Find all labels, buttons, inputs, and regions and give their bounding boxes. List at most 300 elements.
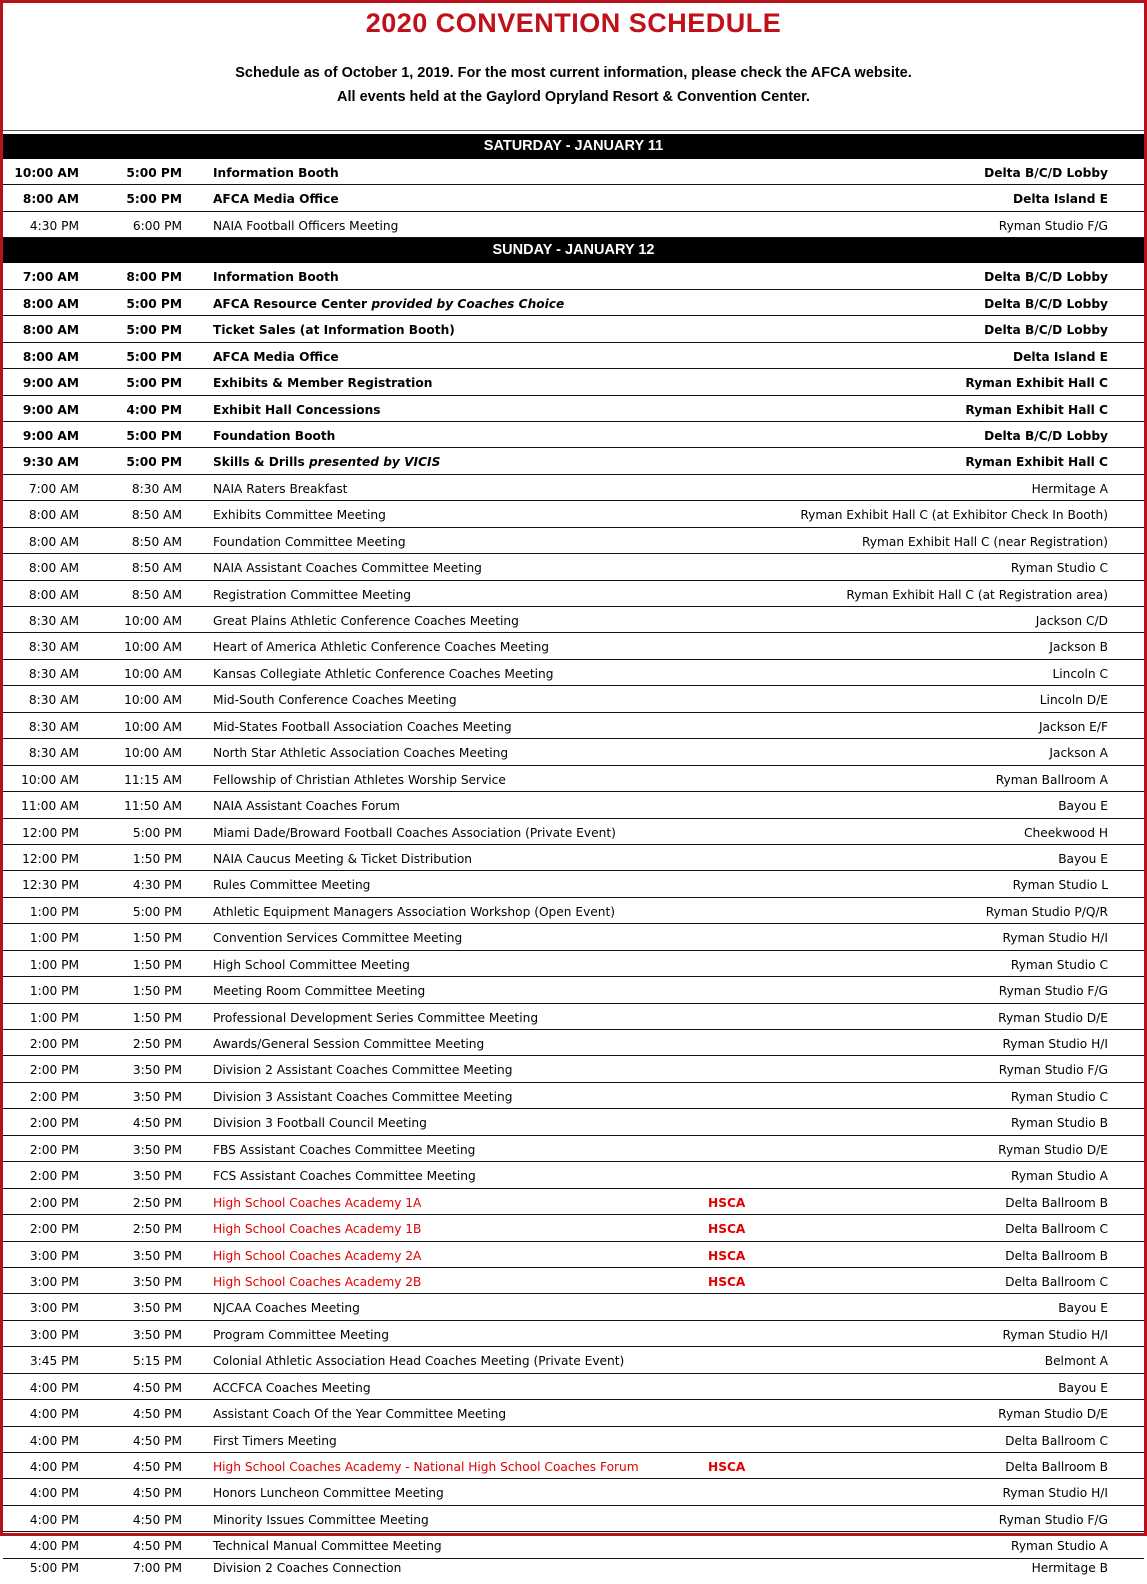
event-name	[213, 1004, 538, 1033]
event-location: Cheekwood H	[1024, 825, 1108, 840]
start-time: 3:00 PM	[29, 1327, 79, 1342]
end-time: 4:30 PM	[132, 878, 182, 893]
end-time: 1:50 PM	[132, 957, 182, 972]
event-name	[213, 871, 370, 900]
event-sponsor: presented by VICIS	[308, 455, 441, 470]
event-location: Ryman Studio H/I	[1002, 931, 1108, 946]
end-time: 4:50 PM	[132, 1512, 182, 1527]
start-time: 1:00 PM	[29, 904, 79, 919]
event-location: Delta Ballroom B	[1005, 1460, 1108, 1474]
schedule-row	[3, 739, 1144, 765]
event-title: Mid-South Conference Coaches Meeting	[213, 693, 457, 708]
schedule-row	[3, 898, 1144, 924]
start-time: 2:00 PM	[29, 1063, 79, 1078]
schedule-row	[3, 1242, 1144, 1268]
end-time: 8:30 AM	[131, 481, 182, 496]
event-title: Awards/General Session Committee Meeting	[213, 1037, 485, 1051]
event-title: First Timers Meeting	[213, 1433, 337, 1448]
event-title: High School Coaches Academy - National High School Coaches Forum	[213, 1460, 639, 1474]
event-name	[213, 1294, 360, 1323]
event-location: Ryman Exhibit Hall C (at Registration area)	[846, 587, 1108, 602]
start-time: 4:00 PM	[29, 1512, 79, 1527]
event-location: Jackson A	[1049, 746, 1108, 761]
event-title: NAIA Caucus Meeting & Ticket Distribution	[213, 851, 473, 866]
event-location: Delta B/C/D Lobby	[984, 428, 1108, 443]
schedule-row	[3, 792, 1144, 818]
event-location: Ryman Studio D/E	[998, 1407, 1108, 1422]
hsca-tag: HSCA	[708, 1195, 746, 1210]
start-time: 3:45 PM	[29, 1354, 79, 1369]
schedule-row	[3, 1030, 1144, 1056]
end-time: 5:00 PM	[126, 296, 182, 311]
schedule-row	[3, 1321, 1144, 1347]
schedule-row	[3, 924, 1144, 950]
event-title: Athletic Equipment Managers Association Workshop (Open Event)	[213, 904, 616, 919]
event-name	[213, 369, 432, 398]
end-time: 10:00 AM	[124, 666, 182, 681]
end-time: 3:50 PM	[132, 1063, 182, 1078]
event-location: Ryman Studio H/I	[1002, 1327, 1108, 1342]
start-time: 4:00 PM	[29, 1433, 79, 1448]
event-location: Delta B/C/D Lobby	[984, 166, 1108, 180]
start-time: 1:00 PM	[29, 931, 79, 946]
schedule-row	[3, 660, 1144, 686]
event-title: Exhibits Committee Meeting	[213, 508, 386, 523]
event-title: NJCAA Coaches Meeting	[213, 1301, 360, 1316]
event-name	[213, 1083, 512, 1112]
schedule-row	[3, 1479, 1144, 1505]
event-location: Hermitage A	[1031, 481, 1108, 496]
event-title: Heart of America Athletic Conference Coaches Meeting	[213, 640, 550, 655]
event-location: Delta Ballroom C	[1005, 1222, 1108, 1237]
start-time: 12:30 PM	[22, 878, 79, 893]
event-name	[213, 1347, 624, 1376]
end-time: 5:00 PM	[132, 904, 182, 919]
end-time: 4:50 PM	[132, 1460, 182, 1474]
end-time: 3:50 PM	[132, 1248, 182, 1263]
event-title: Technical Manual Committee Meeting	[213, 1539, 442, 1554]
end-time: 5:00 PM	[126, 455, 182, 470]
end-time: 1:50 PM	[132, 1010, 182, 1025]
hsca-tag: HSCA	[708, 1274, 746, 1289]
event-title: Information Booth	[213, 166, 339, 180]
hsca-tag: HSCA	[708, 1460, 746, 1474]
end-time: 8:00 PM	[126, 270, 182, 285]
event-location: Delta Island E	[1012, 349, 1108, 364]
event-name	[213, 1109, 427, 1138]
event-title: Fellowship of Christian Athletes Worship Service	[213, 772, 506, 787]
event-title: Ticket Sales (at Information Booth)	[213, 323, 455, 338]
event-name	[213, 766, 506, 795]
start-time: 4:00 PM	[29, 1539, 79, 1554]
end-time: 5:00 PM	[126, 192, 182, 207]
event-title: FCS Assistant Coaches Committee Meeting	[213, 1169, 476, 1184]
end-time: 10:00 AM	[124, 640, 182, 655]
event-title: Information Booth	[213, 270, 339, 285]
start-time: 8:30 AM	[28, 693, 79, 708]
schedule-row	[3, 343, 1144, 369]
schedule-row	[3, 422, 1144, 448]
event-name	[213, 1242, 421, 1271]
schedule-row	[3, 1162, 1144, 1188]
event-location: Ryman Studio A	[1011, 1169, 1108, 1184]
event-name	[213, 528, 406, 557]
start-time: 2:00 PM	[29, 1116, 79, 1131]
event-name	[213, 660, 553, 689]
event-name	[213, 422, 335, 451]
event-title: Miami Dade/Broward Football Coaches Association (Private Event)	[213, 825, 616, 840]
event-location: Ryman Exhibit Hall C	[965, 376, 1108, 391]
event-name	[213, 633, 549, 662]
event-name	[213, 977, 425, 1006]
divider	[3, 130, 1144, 131]
schedule-row	[3, 1559, 1144, 1584]
event-title: AFCA Media Office	[213, 349, 339, 364]
end-time: 8:50 AM	[131, 508, 182, 523]
day-header: SATURDAY - JANUARY 11	[3, 134, 1144, 159]
start-time: 3:00 PM	[29, 1301, 79, 1316]
end-time: 1:50 PM	[132, 931, 182, 946]
end-time: 7:00 PM	[132, 1560, 182, 1575]
event-title: Mid-States Football Association Coaches Meeting	[213, 719, 512, 734]
event-title: High School Committee Meeting	[213, 957, 410, 972]
start-time: 9:30 AM	[22, 455, 79, 470]
event-title: North Star Athletic Association Coaches Meeting	[213, 746, 509, 761]
start-time: 10:00 AM	[21, 772, 79, 787]
schedule-row	[3, 369, 1144, 395]
event-title: High School Coaches Academy 1B	[213, 1222, 422, 1237]
event-title: Rules Committee Meeting	[213, 878, 371, 893]
event-name	[213, 1162, 476, 1191]
start-time: 4:00 PM	[29, 1380, 79, 1395]
schedule-row	[3, 951, 1144, 977]
event-location: Delta Ballroom C	[1005, 1433, 1108, 1448]
event-location: Ryman Exhibit Hall C (at Exhibitor Check In Booth)	[800, 508, 1108, 523]
event-title: Assistant Coach Of the Year Committee Meeting	[213, 1407, 507, 1422]
event-location: Ryman Exhibit Hall C	[965, 402, 1108, 417]
event-name	[213, 1479, 444, 1508]
event-location: Ryman Studio C	[1010, 957, 1108, 972]
event-name	[213, 263, 339, 292]
schedule-row	[3, 1109, 1144, 1135]
event-location: Delta Ballroom B	[1005, 1248, 1108, 1263]
event-location: Ryman Studio D/E	[998, 1142, 1108, 1157]
event-name	[213, 1427, 337, 1456]
event-name	[213, 448, 440, 477]
end-time: 4:00 PM	[126, 402, 182, 417]
start-time: 8:30 AM	[28, 640, 79, 655]
event-title: AFCA Media Office	[213, 192, 339, 207]
schedule-row	[3, 185, 1144, 211]
schedule-row	[3, 1453, 1144, 1479]
event-title: High School Coaches Academy 2B	[213, 1274, 422, 1289]
event-location: Bayou E	[1058, 799, 1108, 814]
end-time: 3:50 PM	[132, 1089, 182, 1104]
event-name	[213, 924, 462, 953]
start-time: 12:00 PM	[22, 851, 79, 866]
start-time: 4:00 PM	[29, 1407, 79, 1422]
start-time: 8:30 AM	[28, 666, 79, 681]
schedule-row	[3, 316, 1144, 342]
schedule-row	[3, 845, 1144, 871]
schedule-row	[3, 766, 1144, 792]
schedule-row	[3, 528, 1144, 554]
day-header: SUNDAY - JANUARY 12	[3, 238, 1144, 263]
start-time: 8:00 AM	[28, 534, 79, 549]
event-title: Exhibits & Member Registration	[213, 376, 433, 391]
event-location: Ryman Studio B	[1010, 1116, 1108, 1131]
event-title: High School Coaches Academy 1A	[213, 1195, 422, 1210]
end-time: 3:50 PM	[132, 1301, 182, 1316]
event-location: Jackson E/F	[1038, 719, 1108, 734]
event-title: Skills & Drills	[213, 455, 305, 470]
event-title: NAIA Assistant Coaches Committee Meeting	[213, 561, 482, 576]
start-time: 9:00 AM	[22, 428, 79, 443]
event-location: Delta Ballroom B	[1005, 1195, 1108, 1210]
start-time: 2:00 PM	[29, 1195, 79, 1210]
event-name	[213, 1532, 442, 1561]
event-title: Minority Issues Committee Meeting	[213, 1512, 429, 1527]
event-name	[213, 951, 410, 980]
event-location: Delta B/C/D Lobby	[984, 270, 1108, 285]
event-sponsor: provided by Coaches Choice	[371, 296, 565, 311]
event-title: Convention Services Committee Meeting	[213, 931, 463, 946]
event-name	[213, 1136, 475, 1165]
schedule-row	[3, 977, 1144, 1003]
schedule-row	[3, 475, 1144, 501]
start-time: 2:00 PM	[29, 1142, 79, 1157]
event-name	[213, 396, 381, 425]
event-title: NAIA Football Officers Meeting	[213, 218, 399, 233]
schedule-row	[3, 1083, 1144, 1109]
start-time: 8:00 AM	[28, 587, 79, 602]
schedule-row	[3, 713, 1144, 739]
start-time: 12:00 PM	[22, 825, 79, 840]
venue-note: All events held at the Gaylord Opryland Resort & Convention Center.	[337, 89, 810, 105]
end-time: 3:50 PM	[132, 1142, 182, 1157]
schedule-row	[3, 1294, 1144, 1320]
schedule-row	[3, 1268, 1144, 1294]
schedule-row	[3, 448, 1144, 474]
schedule-row	[3, 1136, 1144, 1162]
event-location: Ryman Studio H/I	[1002, 1037, 1108, 1051]
event-location: Lincoln D/E	[1039, 693, 1108, 708]
event-title: Division 3 Assistant Coaches Committee Meeting	[213, 1089, 513, 1104]
schedule-row	[3, 290, 1144, 316]
event-location: Ryman Exhibit Hall C	[965, 455, 1108, 470]
schedule-row	[3, 1427, 1144, 1453]
event-location: Ryman Studio F/G	[998, 984, 1108, 999]
schedule-row	[3, 501, 1144, 527]
event-name	[213, 1056, 512, 1085]
end-time: 10:00 AM	[124, 693, 182, 708]
event-name	[213, 1030, 484, 1059]
event-name	[213, 581, 411, 610]
end-time: 4:50 PM	[132, 1116, 182, 1131]
event-name	[213, 792, 400, 821]
start-time: 4:30 PM	[29, 218, 79, 233]
event-title: Kansas Collegiate Athletic Conference Coaches Meeting	[213, 666, 554, 681]
event-name	[213, 1189, 421, 1218]
event-location: Ryman Studio P/Q/R	[985, 904, 1108, 919]
event-location: Ryman Studio D/E	[998, 1010, 1108, 1025]
event-name	[213, 1400, 506, 1429]
event-name	[213, 290, 564, 319]
event-location: Ryman Studio H/I	[1002, 1486, 1108, 1501]
event-title: NAIA Assistant Coaches Forum	[213, 799, 400, 814]
start-time: 7:00 AM	[28, 481, 79, 496]
start-time: 4:00 PM	[29, 1460, 79, 1474]
end-time: 6:00 PM	[132, 218, 182, 233]
schedule-table	[3, 134, 1144, 1584]
page-title: 2020 CONVENTION SCHEDULE	[365, 8, 782, 38]
schedule-row	[3, 212, 1144, 238]
event-location: Hermitage B	[1031, 1560, 1108, 1575]
schedule-row	[3, 1215, 1144, 1241]
event-location: Ryman Studio C	[1010, 561, 1108, 576]
end-time: 8:50 AM	[131, 561, 182, 576]
end-time: 2:50 PM	[132, 1037, 182, 1051]
event-location: Jackson B	[1049, 640, 1108, 655]
schedule-row	[3, 581, 1144, 607]
start-time: 3:00 PM	[29, 1274, 79, 1289]
schedule-row	[3, 686, 1144, 712]
event-title: Division 2 Coaches Connection	[213, 1560, 402, 1575]
start-time: 8:00 AM	[22, 296, 79, 311]
end-time: 5:00 PM	[126, 376, 182, 391]
start-time: 1:00 PM	[29, 957, 79, 972]
event-name	[213, 212, 398, 241]
end-time: 5:00 PM	[126, 323, 182, 338]
hsca-tag: HSCA	[708, 1248, 746, 1263]
event-location: Belmont A	[1044, 1354, 1108, 1369]
schedule-row	[3, 1506, 1144, 1532]
event-title: Colonial Athletic Association Head Coaches Meeting (Private Event)	[213, 1354, 625, 1369]
schedule-row	[3, 1374, 1144, 1400]
start-time: 2:00 PM	[29, 1169, 79, 1184]
end-time: 5:00 PM	[126, 166, 182, 180]
schedule-row	[3, 1347, 1144, 1373]
event-title: High School Coaches Academy 2A	[213, 1248, 422, 1263]
event-title: ACCFCA Coaches Meeting	[213, 1380, 371, 1395]
end-time: 5:15 PM	[132, 1354, 182, 1369]
end-time: 8:50 AM	[131, 587, 182, 602]
end-time: 2:50 PM	[132, 1195, 182, 1210]
start-time: 5:00 PM	[29, 1560, 79, 1575]
event-location: Ryman Studio A	[1011, 1539, 1108, 1554]
event-location: Delta B/C/D Lobby	[984, 323, 1108, 338]
event-name	[213, 898, 615, 927]
start-time: 2:00 PM	[29, 1089, 79, 1104]
event-location: Delta Island E	[1012, 192, 1108, 207]
schedule-row	[3, 159, 1144, 185]
schedule-row	[3, 1189, 1144, 1215]
schedule-row	[3, 1056, 1144, 1082]
event-name	[213, 1374, 371, 1403]
event-name	[213, 607, 519, 636]
end-time: 3:50 PM	[132, 1274, 182, 1289]
event-location: Ryman Studio F/G	[998, 218, 1108, 233]
event-name	[213, 713, 512, 742]
event-title: NAIA Raters Breakfast	[213, 481, 348, 496]
start-time: 8:00 AM	[28, 561, 79, 576]
start-time: 9:00 AM	[22, 402, 79, 417]
start-time: 2:00 PM	[29, 1037, 79, 1051]
event-name	[213, 554, 482, 583]
schedule-row	[3, 263, 1144, 289]
end-time: 11:15 AM	[124, 772, 182, 787]
schedule-row	[3, 1004, 1144, 1030]
end-time: 3:50 PM	[132, 1169, 182, 1184]
end-time: 10:00 AM	[124, 614, 182, 628]
start-time: 8:00 AM	[22, 349, 79, 364]
event-name	[213, 845, 472, 874]
event-location: Bayou E	[1058, 1380, 1108, 1395]
end-time: 4:50 PM	[132, 1486, 182, 1501]
schedule-row	[3, 1532, 1144, 1558]
event-name	[213, 1321, 389, 1350]
start-time: 8:30 AM	[28, 614, 79, 628]
start-time: 11:00 AM	[21, 799, 79, 814]
start-time: 9:00 AM	[22, 376, 79, 391]
event-location: Bayou E	[1058, 1301, 1108, 1316]
end-time: 5:00 PM	[126, 428, 182, 443]
schedule-row	[3, 819, 1144, 845]
event-name	[213, 475, 347, 504]
event-name	[213, 159, 339, 188]
start-time: 8:30 AM	[28, 746, 79, 761]
event-location: Ryman Studio F/G	[998, 1063, 1108, 1078]
event-title: FBS Assistant Coaches Committee Meeting	[213, 1142, 476, 1157]
start-time: 2:00 PM	[29, 1222, 79, 1237]
end-time: 4:50 PM	[132, 1539, 182, 1554]
event-location: Bayou E	[1058, 851, 1108, 866]
event-location: Delta Ballroom C	[1005, 1274, 1108, 1289]
event-location: Ryman Ballroom A	[995, 772, 1108, 787]
start-time: 8:00 AM	[22, 192, 79, 207]
schedule-row	[3, 396, 1144, 422]
event-name	[213, 739, 508, 768]
event-location: Delta B/C/D Lobby	[984, 296, 1108, 311]
end-time: 4:50 PM	[132, 1433, 182, 1448]
event-title: Great Plains Athletic Conference Coaches Meeting	[213, 614, 519, 628]
event-title: Division 3 Football Council Meeting	[213, 1116, 427, 1131]
end-time: 1:50 PM	[132, 851, 182, 866]
event-location: Lincoln C	[1052, 666, 1108, 681]
event-title: Professional Development Series Committee Meeting	[213, 1010, 539, 1025]
start-time: 8:00 AM	[28, 508, 79, 523]
end-time: 11:50 AM	[124, 799, 182, 814]
end-time: 8:50 AM	[131, 534, 182, 549]
start-time: 8:00 AM	[22, 323, 79, 338]
event-title: Foundation Committee Meeting	[213, 534, 406, 549]
schedule-note: Schedule as of October 1, 2019. For the most current information, please check the AFCA website.	[235, 65, 912, 81]
end-time: 5:00 PM	[126, 349, 182, 364]
event-name	[213, 1268, 421, 1297]
event-name	[213, 185, 339, 214]
end-time: 10:00 AM	[124, 746, 182, 761]
start-time: 4:00 PM	[29, 1486, 79, 1501]
event-name	[213, 1506, 429, 1535]
event-title: Exhibit Hall Concessions	[213, 402, 381, 417]
event-title: AFCA Resource Center	[213, 296, 368, 311]
event-name	[213, 1559, 401, 1578]
event-location: Jackson C/D	[1035, 614, 1108, 628]
event-title: Foundation Booth	[213, 428, 336, 443]
end-time: 4:50 PM	[132, 1407, 182, 1422]
event-location: Ryman Studio F/G	[998, 1512, 1108, 1527]
hsca-tag: HSCA	[708, 1222, 746, 1237]
